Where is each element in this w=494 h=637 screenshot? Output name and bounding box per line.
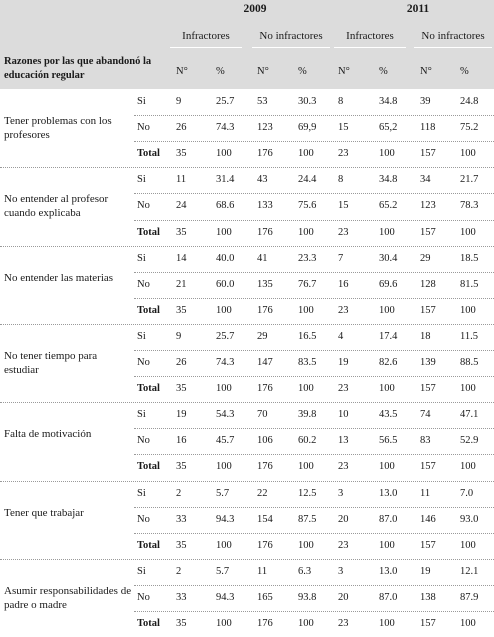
- table-cell: 26: [176, 122, 187, 134]
- table-cell: 23: [338, 461, 349, 473]
- table-cell: 35: [176, 539, 187, 551]
- row-separator: [134, 533, 494, 534]
- table-cell: 10: [338, 409, 349, 421]
- table-cell: 100: [298, 383, 314, 395]
- table-cell: 23: [338, 304, 349, 316]
- row-separator: [134, 272, 494, 273]
- group-underline: [414, 47, 492, 48]
- table-cell: 14: [176, 252, 187, 264]
- table-cell: 100: [216, 226, 232, 238]
- table-cell: 176: [257, 383, 273, 395]
- table-cell: 100: [298, 304, 314, 316]
- reason-label: No tener tiempo para estudiar: [4, 350, 98, 377]
- table-cell: 11: [176, 174, 187, 186]
- table-cell: 3: [338, 565, 344, 577]
- table-cell: 13: [338, 435, 349, 447]
- table-cell: 78.3: [460, 200, 479, 212]
- row-type-label: No: [137, 513, 150, 525]
- table-cell: 100: [216, 383, 232, 395]
- table-cell: 100: [216, 618, 232, 629]
- reason-column-header: Razones por las que abandonó la educación regular: [4, 56, 152, 81]
- table-cell: 25.7: [216, 96, 235, 107]
- row-separator: [134, 454, 494, 455]
- table-cell: 100: [460, 148, 476, 160]
- table-cell: 65.2: [379, 200, 398, 212]
- table-cell: 100: [216, 304, 232, 316]
- block-separator: [0, 246, 494, 247]
- table-cell: 9: [176, 330, 182, 342]
- table-cell: 83.5: [298, 357, 317, 368]
- table-cell: 157: [420, 226, 436, 238]
- table-cell: 7.0: [460, 487, 474, 499]
- table-cell: 15: [338, 122, 349, 134]
- table-cell: 100: [298, 461, 314, 473]
- table-cell: 2: [176, 565, 182, 577]
- table-cell: 39: [420, 96, 431, 107]
- row-type-label: Total: [137, 148, 160, 160]
- table-cell: 30.4: [379, 252, 398, 264]
- col-header-n: N°: [257, 66, 269, 77]
- year-2011: 2011: [406, 3, 430, 15]
- table-cell: 123: [420, 200, 436, 212]
- table-cell: 70: [257, 409, 268, 421]
- block-separator: [0, 481, 494, 482]
- table-cell: 35: [176, 461, 187, 473]
- row-separator: [134, 376, 494, 377]
- table-cell: 5.7: [216, 565, 230, 577]
- table-cell: 30.3: [298, 96, 317, 107]
- table-cell: 7: [338, 252, 344, 264]
- table-cell: 53: [257, 96, 268, 107]
- table-cell: 56.5: [379, 435, 398, 447]
- row-type-label: No: [137, 278, 150, 290]
- table-cell: 176: [257, 148, 273, 160]
- col-header-n: N°: [338, 66, 350, 77]
- reason-label: Falta de motivación: [4, 428, 92, 441]
- table-cell: 81.5: [460, 278, 479, 290]
- row-separator: [134, 350, 494, 351]
- table-cell: 100: [216, 461, 232, 473]
- reason-label: No entender las materias: [4, 271, 114, 284]
- group-underline: [252, 47, 330, 48]
- table-cell: 11.5: [460, 330, 478, 342]
- table-cell: 23: [338, 539, 349, 551]
- table-cell: 94.3: [216, 591, 235, 603]
- reason-label: No entender al profesor cuando explicaba: [4, 193, 109, 220]
- table-cell: 157: [420, 539, 436, 551]
- table-cell: 4: [338, 330, 344, 342]
- table-cell: 39.8: [298, 409, 317, 421]
- table-cell: 24.8: [460, 96, 479, 107]
- table-cell: 68.6: [216, 200, 235, 212]
- table-cell: 100: [460, 461, 476, 473]
- table-cell: 35: [176, 226, 187, 238]
- table-cell: 18.5: [460, 252, 479, 264]
- table-cell: 23: [338, 148, 349, 160]
- table-cell: 29: [420, 252, 431, 264]
- table-cell: 34: [420, 174, 431, 186]
- row-type-label: Si: [137, 252, 146, 264]
- table-cell: 60.0: [216, 278, 235, 290]
- table-cell: 100: [460, 304, 476, 316]
- table-cell: 65,2: [379, 122, 398, 134]
- row-type-label: No: [137, 435, 150, 447]
- table-cell: 35: [176, 148, 187, 160]
- table-cell: 23.3: [298, 252, 317, 264]
- row-type-label: No: [137, 200, 150, 212]
- table-cell: 100: [379, 304, 395, 316]
- table-cell: 60.2: [298, 435, 317, 447]
- group-2011-no-infractores: No infractores: [421, 30, 485, 42]
- table-cell: 20: [338, 591, 349, 603]
- block-separator: [0, 167, 494, 168]
- table-cell: 100: [379, 383, 395, 395]
- row-separator: [134, 220, 494, 221]
- table-cell: 69.6: [379, 278, 398, 290]
- table-cell: 83: [420, 435, 431, 447]
- row-type-label: Total: [137, 304, 160, 316]
- table-cell: 41: [257, 252, 268, 264]
- table-cell: 33: [176, 591, 187, 603]
- row-type-label: Si: [137, 96, 146, 107]
- table-cell: 34.8: [379, 96, 398, 107]
- row-type-label: Si: [137, 409, 146, 421]
- table-cell: 154: [257, 513, 273, 525]
- table-cell: 21: [176, 278, 187, 290]
- table-cell: 8: [338, 174, 344, 186]
- row-separator: [134, 585, 494, 586]
- table-cell: 165: [257, 591, 273, 603]
- table-cell: 19: [338, 357, 349, 368]
- table-cell: 5.7: [216, 487, 230, 499]
- group-underline: [170, 47, 242, 48]
- table-cell: 106: [257, 435, 273, 447]
- row-type-label: Si: [137, 487, 146, 499]
- table-cell: 31.4: [216, 174, 235, 186]
- table-cell: 133: [257, 200, 273, 212]
- table-cell: 93.8: [298, 591, 317, 603]
- table-cell: 25.7: [216, 330, 235, 342]
- col-header-pct: %: [460, 66, 469, 77]
- table-cell: 69,9: [298, 122, 317, 134]
- table-cell: 147: [257, 357, 273, 368]
- table-cell: 176: [257, 618, 273, 629]
- table-cell: 100: [216, 539, 232, 551]
- table-cell: 6.3: [298, 565, 312, 577]
- row-type-label: No: [137, 357, 150, 368]
- year-header-row: [0, 0, 494, 21]
- table-cell: 176: [257, 539, 273, 551]
- row-separator: [134, 428, 494, 429]
- table-cell: 100: [460, 539, 476, 551]
- row-separator: [134, 141, 494, 142]
- row-type-label: Total: [137, 383, 160, 395]
- table-cell: 123: [257, 122, 273, 134]
- row-type-label: No: [137, 122, 150, 134]
- table-cell: 75.6: [298, 200, 317, 212]
- table-cell: 12.1: [460, 565, 479, 577]
- table-cell: 23: [338, 618, 349, 629]
- row-separator: [134, 115, 494, 116]
- table-cell: 100: [298, 226, 314, 238]
- table-cell: 100: [298, 148, 314, 160]
- row-separator: [134, 193, 494, 194]
- table-cell: 11: [257, 565, 268, 577]
- table-cell: 45.7: [216, 435, 235, 447]
- table-cell: 176: [257, 304, 273, 316]
- table-cell: 29: [257, 330, 268, 342]
- table-cell: 33: [176, 513, 187, 525]
- table-cell: 75.2: [460, 122, 479, 134]
- table-cell: 94.3: [216, 513, 235, 525]
- table-cell: 35: [176, 383, 187, 395]
- table-cell: 24: [176, 200, 187, 212]
- table-cell: 100: [460, 618, 476, 629]
- table-cell: 100: [216, 148, 232, 160]
- table-cell: 87.9: [460, 591, 479, 603]
- table-cell: 19: [420, 565, 431, 577]
- table-cell: 157: [420, 304, 436, 316]
- table-cell: 35: [176, 618, 187, 629]
- table-cell: 74.3: [216, 122, 235, 134]
- block-separator: [0, 324, 494, 325]
- row-type-label: No: [137, 591, 150, 603]
- table-cell: 21.7: [460, 174, 479, 186]
- table-cell: 93.0: [460, 513, 479, 525]
- table-cell: 100: [460, 226, 476, 238]
- group-underline: [334, 47, 406, 48]
- table-cell: 138: [420, 591, 436, 603]
- table-cell: 76.7: [298, 278, 317, 290]
- table-cell: 35: [176, 304, 187, 316]
- table-cell: 54.3: [216, 409, 235, 421]
- table-cell: 3: [338, 487, 344, 499]
- table-cell: 100: [379, 461, 395, 473]
- year-2009: 2009: [243, 3, 267, 15]
- table-cell: 2: [176, 487, 182, 499]
- table-cell: 88.5: [460, 357, 479, 368]
- row-separator: [134, 611, 494, 612]
- table-cell: 135: [257, 278, 273, 290]
- table-cell: 100: [379, 618, 395, 629]
- reason-label: Asumir responsabilidades de padre o madre: [4, 584, 132, 611]
- group-2009-no-infractores: No infractores: [259, 30, 323, 42]
- block-separator: [0, 559, 494, 560]
- table-cell: 9: [176, 96, 182, 107]
- row-type-label: Si: [137, 174, 146, 186]
- table-cell: 19: [176, 409, 187, 421]
- table-cell: 100: [298, 618, 314, 629]
- table-cell: 100: [379, 226, 395, 238]
- table-cell: 17.4: [379, 330, 398, 342]
- table-cell: 100: [460, 383, 476, 395]
- row-separator: [134, 507, 494, 508]
- reason-label: Tener que trabajar: [4, 506, 84, 519]
- row-type-label: Total: [137, 461, 160, 473]
- table-cell: 176: [257, 226, 273, 238]
- table-cell: 52.9: [460, 435, 479, 447]
- table-cell: 87.0: [379, 513, 398, 525]
- table-cell: 8: [338, 96, 344, 107]
- table-cell: 100: [298, 539, 314, 551]
- table-cell: 20: [338, 513, 349, 525]
- table-cell: 157: [420, 383, 436, 395]
- table-cell: 18: [420, 330, 431, 342]
- table-cell: 40.0: [216, 252, 235, 264]
- table-cell: 13.0: [379, 565, 398, 577]
- row-type-label: Total: [137, 618, 160, 629]
- block-separator: [0, 402, 494, 403]
- table-cell: 47.1: [460, 409, 479, 421]
- table-cell: 74: [420, 409, 431, 421]
- table-cell: 157: [420, 618, 436, 629]
- reason-label: Tener problemas con los profesores: [4, 115, 112, 142]
- row-type-label: Si: [137, 565, 146, 577]
- row-type-label: Total: [137, 226, 160, 238]
- table-cell: 11: [420, 487, 431, 499]
- table-cell: 23: [338, 226, 349, 238]
- table-cell: 34.8: [379, 174, 398, 186]
- table-cell: 22: [257, 487, 268, 499]
- table-cell: 74.3: [216, 357, 235, 368]
- table-cell: 26: [176, 357, 187, 368]
- table-cell: 16: [338, 278, 349, 290]
- row-separator: [134, 298, 494, 299]
- table-cell: 157: [420, 148, 436, 160]
- col-header-n: N°: [420, 66, 432, 77]
- table-cell: 139: [420, 357, 436, 368]
- table-cell: 87.0: [379, 591, 398, 603]
- group-2009-infractores: Infractores: [182, 30, 230, 42]
- table-cell: 118: [420, 122, 436, 134]
- table-cell: 157: [420, 461, 436, 473]
- table-cell: 12.5: [298, 487, 317, 499]
- row-type-label: Si: [137, 330, 146, 342]
- table-cell: 146: [420, 513, 436, 525]
- table-cell: 128: [420, 278, 436, 290]
- table-cell: 100: [379, 539, 395, 551]
- col-header-n: N°: [176, 66, 188, 77]
- table-cell: 16: [176, 435, 187, 447]
- table-cell: 100: [379, 148, 395, 160]
- table-cell: 13.0: [379, 487, 398, 499]
- col-header-pct: %: [379, 66, 388, 77]
- col-header-pct: %: [298, 66, 307, 77]
- col-header-pct: %: [216, 66, 225, 77]
- row-type-label: Total: [137, 539, 160, 551]
- table-cell: 43.5: [379, 409, 398, 421]
- table-cell: 82.6: [379, 357, 398, 368]
- table-cell: 24.4: [298, 174, 317, 186]
- table-cell: 15: [338, 200, 349, 212]
- table-cell: 176: [257, 461, 273, 473]
- table-cell: 16.5: [298, 330, 317, 342]
- table-cell: 43: [257, 174, 268, 186]
- table-cell: 23: [338, 383, 349, 395]
- group-2011-infractores: Infractores: [346, 30, 394, 42]
- table-cell: 87.5: [298, 513, 317, 525]
